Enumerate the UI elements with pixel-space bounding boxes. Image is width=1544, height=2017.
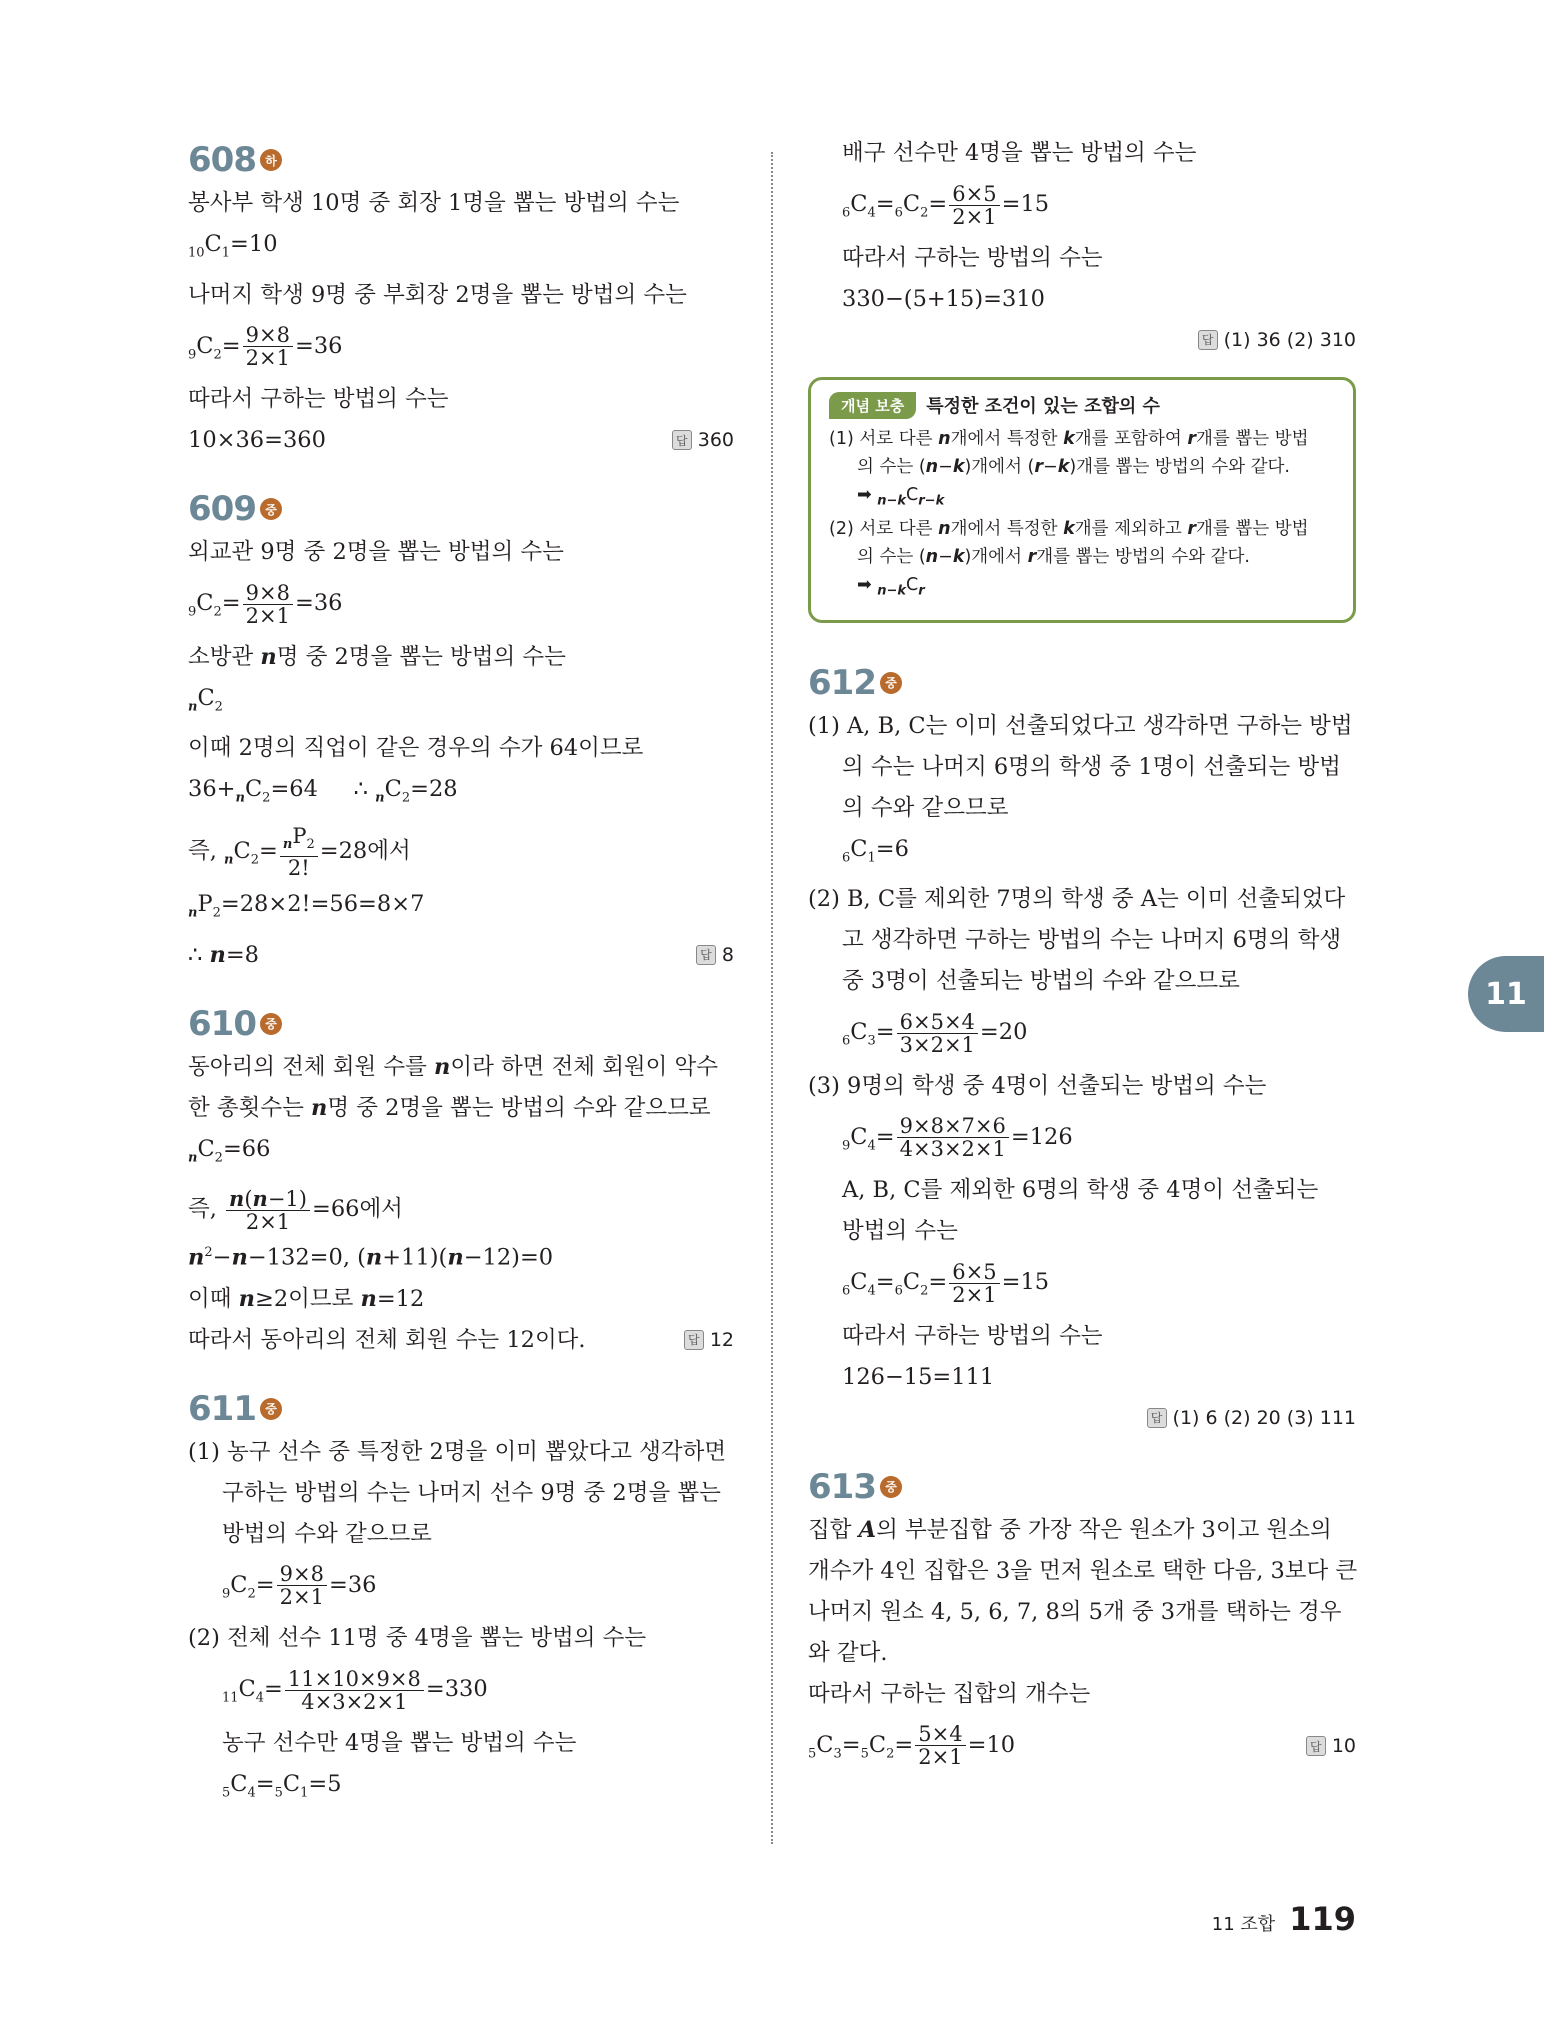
difficulty-badge: 중 (260, 498, 282, 520)
text-line: 배구 선수만 4명을 뽑는 방법의 수는 (842, 140, 1197, 166)
math-line: $_nC_2=66$ (188, 1135, 271, 1166)
text-line: (2) 전체 선수 11명 중 4명을 뽑는 방법의 수는 (188, 1625, 647, 1652)
problem-609-header (188, 489, 734, 529)
text-line: (3) 9명의 학생 중 4명이 선출되는 방법의 수는 (808, 1072, 1267, 1099)
concept-title: 특정한 조건이 있는 조합의 수 (926, 396, 1160, 417)
text-line: A, B, C를 제외한 6명의 학생 중 4명이 선출되는 (842, 1177, 1319, 1203)
difficulty-badge: 중 (260, 1013, 282, 1035)
concept-box (808, 377, 1356, 623)
difficulty-badge: 하 (260, 149, 282, 171)
text-line: 방법의 수는 (842, 1218, 958, 1244)
math-line: $_9C_2=$ $\frac{9\times 8}{2\times 1}$ =36 (222, 1562, 377, 1610)
answer: 답 8 (188, 940, 734, 970)
chapter-label: 11 조합 (1211, 1914, 1276, 1935)
page-footer (1212, 1900, 1356, 1938)
text-line: 나머지 학생 9명 중 부회장 2명을 뽑는 방법의 수는 (188, 281, 687, 308)
text-line: 집합 A의 부분집합 중 가장 작은 원소가 3이고 원소의 (808, 1516, 1332, 1543)
answer: 답 10 (808, 1731, 1356, 1761)
text-line: 봉사부 학생 10명 중 회장 1명을 뽑는 방법의 수는 (188, 190, 680, 216)
text-line: 와 같다. (808, 1639, 888, 1666)
math-line: ∴ n=8 (188, 941, 259, 968)
answer: 답 (1) 6 (2) 20 (3) 111 (808, 1403, 1356, 1433)
concept-line: 의 수는 (n−k)개에서 r개를 뽑는 방법의 수와 같다. (857, 547, 1250, 567)
page-number: 119 (1289, 1900, 1356, 1938)
text-line: 중 3명이 선출되는 방법의 수와 같으므로 (842, 968, 1240, 994)
math-line: $_6C_1=6$ (842, 835, 909, 865)
problem-number: 611 (188, 1388, 256, 1429)
problem-number: 608 (188, 140, 256, 180)
answer-icon: 답 (696, 945, 716, 965)
concept-line: ➡ $_{n-k}C_{r-k}$ (857, 484, 945, 508)
text-line: (1) A, B, C는 이미 선출되었다고 생각하면 구하는 방법 (808, 712, 1353, 739)
left-column (188, 140, 734, 1819)
text-line: 방법의 수와 같으므로 (222, 1520, 432, 1547)
math-line: $_6C_3=$ $\frac{6\times 5\times 4}{3\times 2\times 1}$ =20 (842, 1009, 1028, 1057)
text-line: 이때 2명의 직업이 같은 경우의 수가 64이므로 (188, 735, 644, 761)
answer-icon: 답 (1306, 1736, 1326, 1756)
difficulty-badge: 중 (260, 1398, 282, 1420)
answer-icon: 답 (672, 430, 692, 450)
text-line: 의 수는 나머지 6명의 학생 중 1명이 선출되는 방법 (842, 753, 1341, 780)
math-line: $_5C_3=_5C_2=$ $\frac{5\times 4}{2\times 1}$ =10 (808, 1722, 1016, 1769)
text-line: 한 총횟수는 n명 중 2명을 뽑는 방법의 수와 같으므로 (188, 1094, 711, 1121)
text-line: 구하는 방법의 수는 나머지 선수 9명 중 2명을 뽑는 (222, 1479, 721, 1506)
text-line: 개수가 4인 집합은 3을 먼저 원소로 택한 다음, 3보다 큰 (808, 1557, 1358, 1584)
math-line: $36+_nC_2=64$ ∴ $_nC_2=28$ (188, 776, 458, 806)
text-line: 동아리의 전체 회원 수를 n이라 하면 전체 회원이 악수 (188, 1053, 719, 1080)
problem-608-header (188, 140, 734, 180)
problem-number: 613 (808, 1466, 876, 1507)
difficulty-badge: 중 (880, 672, 902, 694)
text-line: 농구 선수만 4명을 뽑는 방법의 수는 (222, 1729, 577, 1756)
text-line: 외교관 9명 중 2명을 뽑는 방법의 수는 (188, 539, 564, 565)
problem-number: 609 (188, 489, 256, 529)
problem-613-header (808, 1467, 1356, 1507)
text-line: 의 수와 같으므로 (842, 794, 1009, 821)
text-line: 126−15=111 (842, 1363, 995, 1390)
difficulty-badge: 중 (880, 1476, 902, 1498)
math-line: $_{11}C_4=$ $\frac{11\times 10\times 9\times 8}{4\times 3\times 2\times 1}$ =330 (222, 1666, 488, 1714)
problem-number: 610 (188, 1003, 256, 1044)
math-line: 즉, $_nC_2=$ $\frac{_nP_2}{2!}$ =28에서 (188, 823, 411, 880)
math-line: $_6C_4=_6C_2=$ $\frac{6\times 5}{2\times 1}$ =15 (842, 1259, 1050, 1307)
right-column (808, 138, 1356, 1773)
math-line: $_{10}C_1=10$ (188, 231, 278, 261)
concept-line: (1) 서로 다른 n개에서 특정한 k개를 포함하여 r개를 뽑는 방법 (829, 428, 1309, 449)
answer-icon: 답 (1147, 1408, 1167, 1428)
text-line: (2) B, C를 제외한 7명의 학생 중 A는 이미 선출되었다 (808, 886, 1346, 912)
chapter-side-tab: 11 (1468, 956, 1544, 1032)
text-line: 10×36=360 (188, 427, 326, 453)
math-line: $_nP_2=28\times 2!=56=8\times 7$ (188, 891, 425, 921)
answer-icon: 답 (1198, 330, 1218, 350)
concept-line: (2) 서로 다른 n개에서 특정한 k개를 제외하고 r개를 뽑는 방법 (829, 519, 1309, 539)
text-line: 따라서 구하는 집합의 개수는 (808, 1680, 1091, 1707)
text-line: 330−(5+15)=310 (842, 285, 1045, 312)
problem-612-header (808, 663, 1356, 703)
text-line: 따라서 구하는 방법의 수는 (842, 244, 1103, 271)
math-line: $_5C_4=_5C_1=5$ (222, 1770, 342, 1801)
concept-line: 의 수는 (n−k)개에서 (r−k)개를 뽑는 방법의 수와 같다. (857, 456, 1290, 477)
concept-tag: 개념 보충 (829, 392, 916, 419)
text-line: (1) 농구 선수 중 특정한 2명을 이미 뽑았다고 생각하면 (188, 1438, 727, 1465)
text-line: 따라서 구하는 방법의 수는 (842, 1322, 1103, 1349)
math-line: 이때 n≥2이므로 n=12 (188, 1285, 425, 1312)
math-line: $_nC_2$ (188, 684, 223, 714)
concept-line: ➡ $_{n-k}C_r$ (857, 575, 925, 599)
answer: 답 360 (188, 425, 734, 455)
problem-611-header (188, 1389, 734, 1429)
math-line: $_9C_2=$ $\frac{9\times 8}{2\times 1}$ =36 (188, 323, 343, 370)
answer: 답 12 (188, 1325, 734, 1355)
math-line: $_9C_2=$ $\frac{9\times 8}{2\times 1}$ =36 (188, 580, 343, 628)
answer: 답 (1) 36 (2) 310 (808, 325, 1356, 355)
text-line: 따라서 구하는 방법의 수는 (188, 386, 449, 412)
column-divider (771, 152, 773, 1844)
math-line: $_9C_4=$ $\frac{9\times 8\times 7\times 6}{4\times 3\times 2\times 1}$ =126 (842, 1114, 1073, 1161)
text-line: 따라서 동아리의 전체 회원 수는 12이다. (188, 1326, 586, 1353)
math-line: $n^2-n-132=0$, (n+11)(n−12)=0 (188, 1244, 554, 1271)
math-line: $_6C_4=_6C_2=$ $\frac{6\times 5}{2\times 1}$ =15 (842, 181, 1050, 229)
math-line: 즉, $\frac{n(n-1)}{2\times 1}$ =66에서 (188, 1185, 403, 1234)
text-line: 나머지 원소 4, 5, 6, 7, 8의 5개 중 3개를 택하는 경우 (808, 1598, 1342, 1625)
problem-610-header (188, 1004, 734, 1044)
text-line: 소방관 n명 중 2명을 뽑는 방법의 수는 (188, 643, 566, 670)
text-line: 고 생각하면 구하는 방법의 수는 나머지 6명의 학생 (842, 927, 1342, 953)
problem-number: 612 (808, 662, 876, 703)
answer-icon: 답 (684, 1330, 704, 1350)
